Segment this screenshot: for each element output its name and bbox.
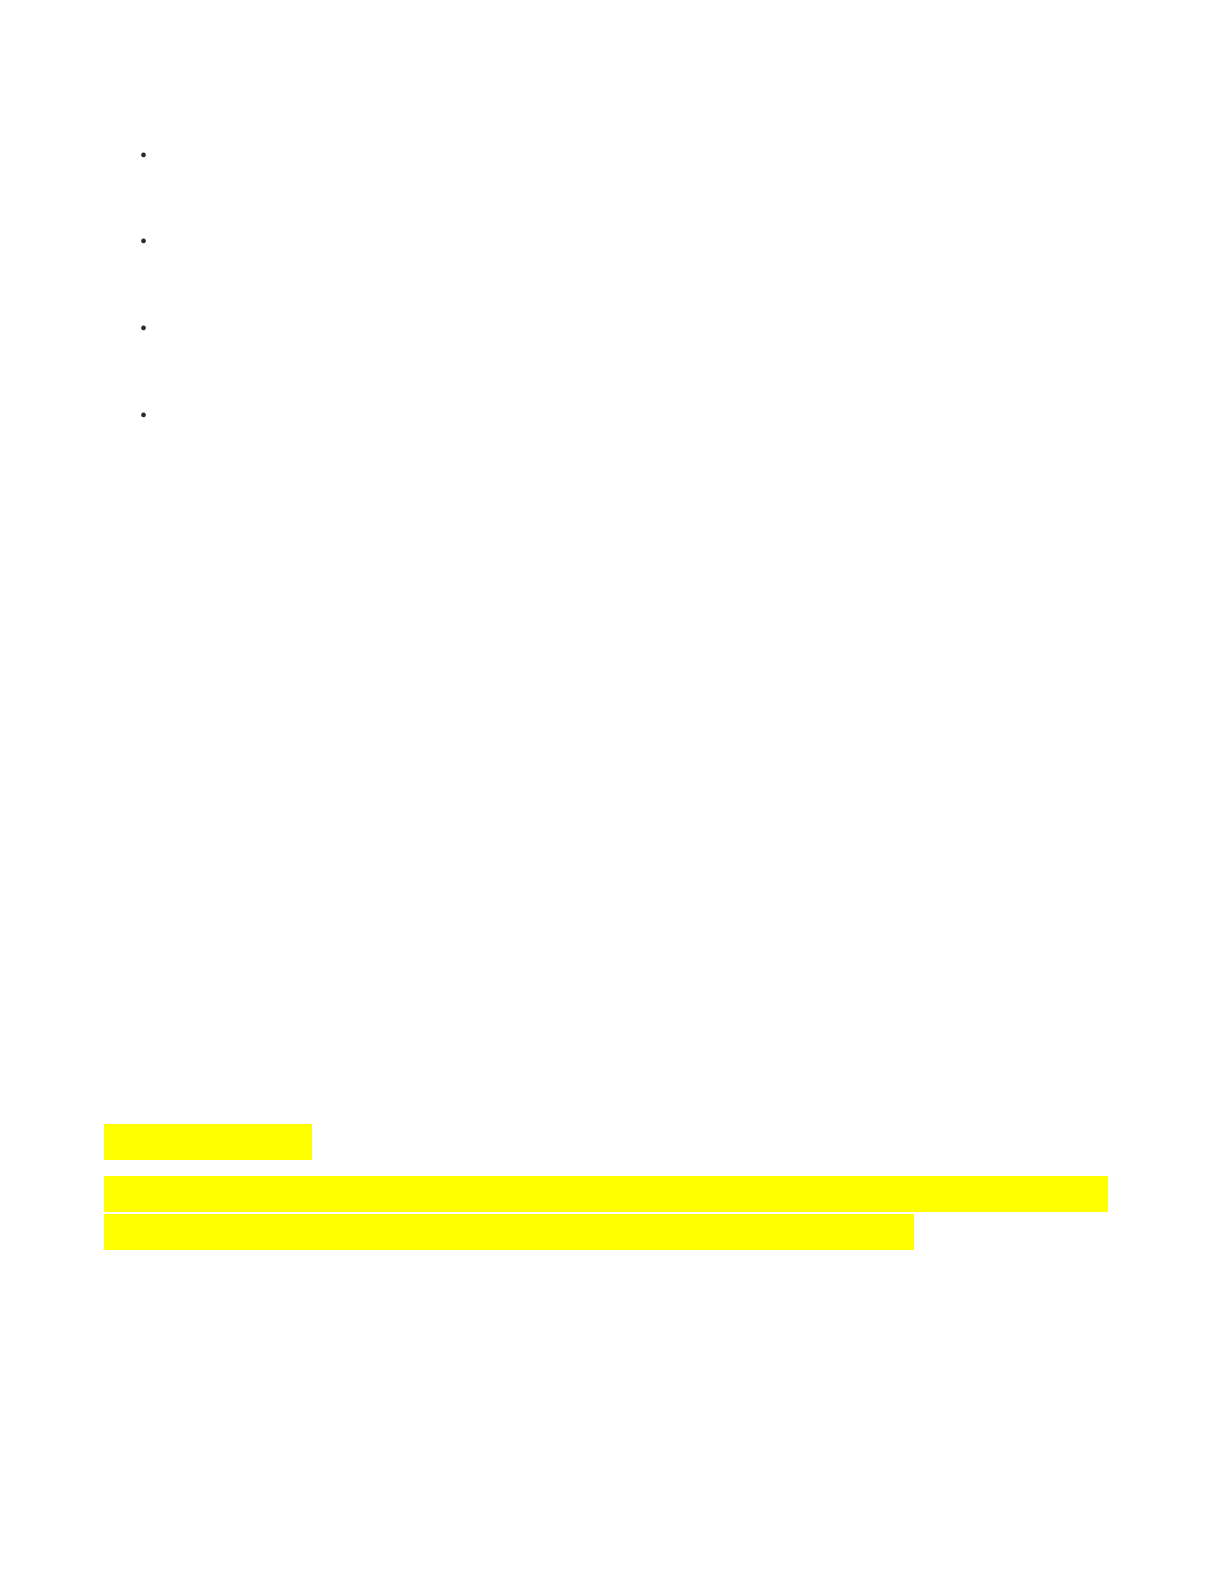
bullet-marker: • [140,145,148,167]
bullet-marker: • [140,405,148,427]
required-reading-line [104,1176,1108,1212]
bullet-marker: • [140,318,148,340]
bullet-marker: • [140,231,148,253]
required-reading-line [104,1214,914,1250]
required-reading-label [104,1124,312,1160]
